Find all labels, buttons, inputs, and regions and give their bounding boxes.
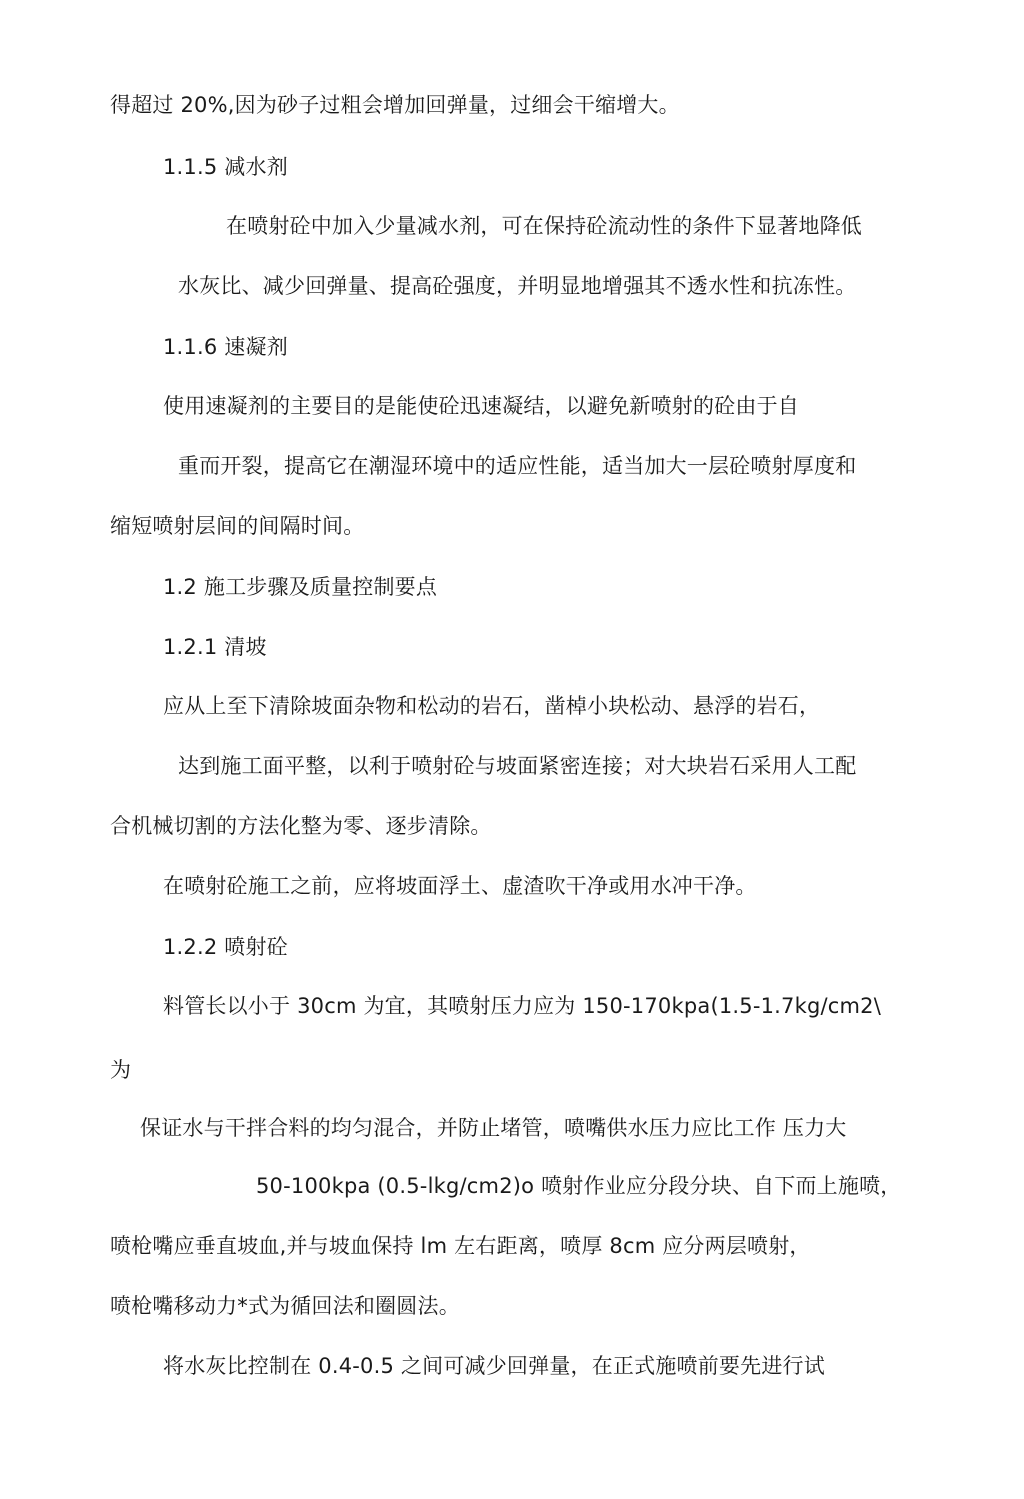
text-line: 喷枪嘴应垂直坡血,并与坡血保持 lm 左右距离，喷厚 8cm 应分两层喷射， <box>110 1234 811 1258</box>
section-heading: 1.2 施工步骤及质量控制要点 <box>163 575 438 599</box>
text-line: 应从上至下清除坡面杂物和松动的岩石，凿棹小块松动、悬浮的岩石， <box>163 694 821 718</box>
text-line: 在喷射砼施工之前，应将坡面浮土、虚渣吹干净或用水冲干净。 <box>163 874 757 898</box>
text-line: 料管长以小于 30cm 为宜，其喷射压力应为 150-170kpa(1.5-1.7kg/cm2\ <box>163 994 882 1018</box>
text-line: 缩短喷射层间的间隔时间。 <box>110 514 365 538</box>
section-heading: 1.2.1 清坡 <box>163 635 267 659</box>
section-heading: 1.1.6 速凝剂 <box>163 335 288 359</box>
section-heading: 1.2.2 喷射砼 <box>163 935 288 959</box>
text-line: 在喷射砼中加入少量减水剂，可在保持砼流动性的条件下显著地降低 <box>226 214 862 238</box>
text-line: 喷枪嘴移动力*式为循回法和圈圆法。 <box>110 1294 460 1318</box>
text-line: 达到施工面平整，以利于喷射砼与坡面紧密连接；对大块岩石采用人工配 <box>178 754 857 778</box>
text-line: 合机械切割的方法化整为零、逐步清除。 <box>110 814 492 838</box>
text-line: 得超过 20%,因为砂子过粗会增加回弹量，过细会干缩增大。 <box>110 93 680 117</box>
text-line: 将水灰比控制在 0.4-0.5 之间可减少回弹量，在正式施喷前要先进行试 <box>163 1354 825 1378</box>
text-line: 为 <box>110 1058 132 1082</box>
text-line: 50-100kpa (0.5-lkg/cm2)o 喷射作业应分段分块、自下而上施喷， <box>256 1174 902 1198</box>
text-line: 使用速凝剂的主要目的是能使砼迅速凝结，以避免新喷射的砼由于自 <box>163 394 799 418</box>
text-line: 保证水与干拌合料的均匀混合，并防止堵管，喷嘴供水压力应比工作 压力大 <box>140 1116 847 1140</box>
text-line: 重而开裂，提高它在潮湿环境中的适应性能，适当加大一层砼喷射厚度和 <box>178 454 857 478</box>
text-line: 水灰比、减少回弹量、提高砼强度，并明显地增强其不透水性和抗冻性。 <box>178 274 857 298</box>
section-heading: 1.1.5 减水剂 <box>163 155 288 179</box>
